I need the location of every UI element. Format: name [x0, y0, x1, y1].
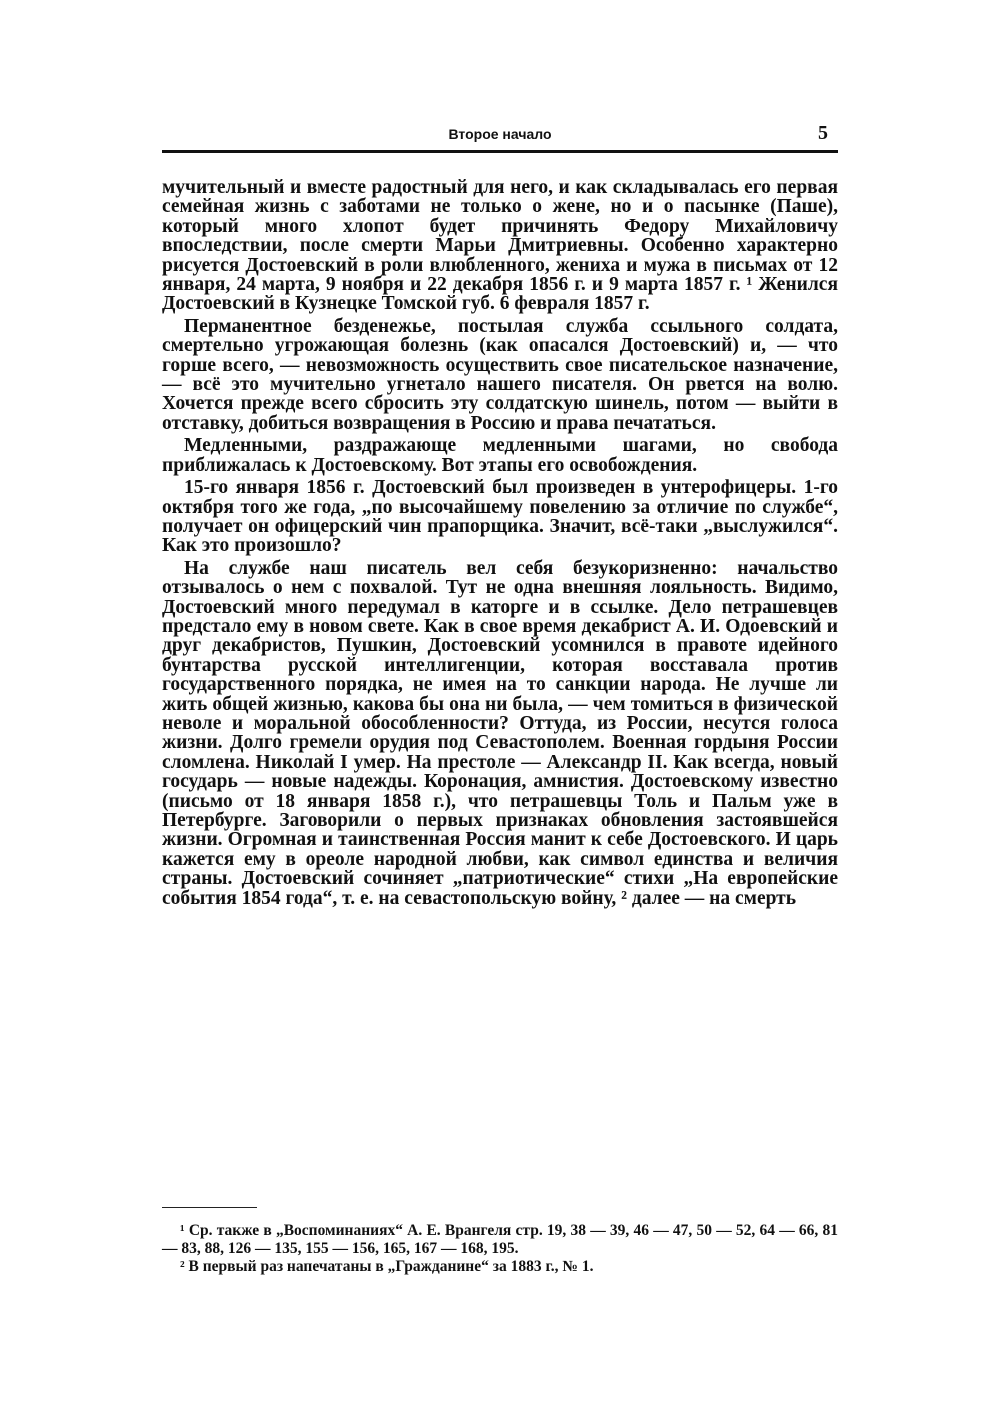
paragraph: На службе наш писатель вел себя безукоризненно: начальство отзывалось о нем с похвалой. Тут не одна внешняя лояльность. Видимо, Достоевский много передумал в каторге и в ссылке. Дело петрашевцев предстало ему в новом свете. Как в свое время декабрист А. И. Одоевский и друг декабристов, Пушкин, Достоевский усомнился в правоте идейного бунтарства русской интеллигенции, которая восставала против государственного порядка, не имея на то санкции народа. Не лучше ли жить общей жизнью, какова бы она ни была, — чем томиться в физической неволе и моральной обособленности? Оттуда, из России, несутся голоса жизни. Долго гремели орудия под Севастополем. Военная гордыня России сломлена. Николай I умер. На престоле — Александр II. Как всегда, новый государь — новые надежды. Коронация, амнистия. Достоевскому известно (письмо от 18 января 1858 г.), что петрашевцы Толь и Пальм уже в Петербурге. Заговорили о первых признаках обновления застоявшейся жизни. Огромная и таинственная Россия манит к себе Достоевского. И царь кажется ему в ореоле народной любви, как символ единства и величия страны. Достоевский сочиняет „патриотические“ стихи „На европейские события 1854 года“, т. е. на севастопольскую войну, ² далее — на смерть [162, 557, 838, 909]
footnote: ² В первый раз напечатаны в „Гражданине“ за 1883 г., № 1. [180, 1258, 594, 1275]
footnote: ¹ Ср. также в „Воспоминаниях“ А. Е. Врангеля стр. 19, 38 — 39, 46 — 47, 50 — 52, 64 — 66, 81 — 83, 88, 126 — 135, 155 — 156, 165, 167 — 168, 195. [162, 1222, 838, 1257]
running-title: Второе начало [448, 126, 552, 142]
footnotes [162, 1222, 838, 1276]
footnote-separator [162, 1207, 257, 1208]
header-rule [162, 150, 838, 153]
paragraph: мучительный и вместе радостный для него, и как складывалась его первая семейная жизнь с заботами не только о жене, но и о пасынке (Паше), который много хлопот будет причинять Федору Михайловичу впоследствии, после смерти Марьи Дмитриевны. Особенно характерно рисуется Достоевский в роли влюбленного, жениха и мужа в письмах от 12 января, 24 марта, 9 ноября и 22 декабря 1856 г. и 9 марта 1857 г. ¹ Женился Достоевский в Кузнецке Томской губ. 6 февраля 1857 г. [162, 177, 838, 315]
paragraph: Медленными, раздражающе медленными шагами, но свобода приближалась к Достоевскому. Вот этапы его освобождения. [162, 435, 838, 476]
page-number: 5 [818, 122, 828, 144]
body-text [162, 178, 838, 908]
paragraph: 15-го января 1856 г. Достоевский был произведен в унтерофицеры. 1-го октября того же года, „по высочайшему повелению за отличие по службе“, получает он офицерский чин прапорщика. Значит, всё-таки „выслужился“. Как это произошло? [162, 477, 838, 557]
page-header [162, 122, 838, 146]
paragraph: Перманентное безденежье, постылая служба ссыльного солдата, смертельно угрожающая болезнь (как опасался Достоевский) и, — что горше всего, — невозможность осуществить свое писательское назначение, — всё это мучительно угнетало нашего писателя. Он рвется на волю. Хочется прежде всего сбросить эту солдатскую шинель, потом — выйти в отставку, добиться возвращения в Россию и права печататься. [162, 315, 838, 434]
